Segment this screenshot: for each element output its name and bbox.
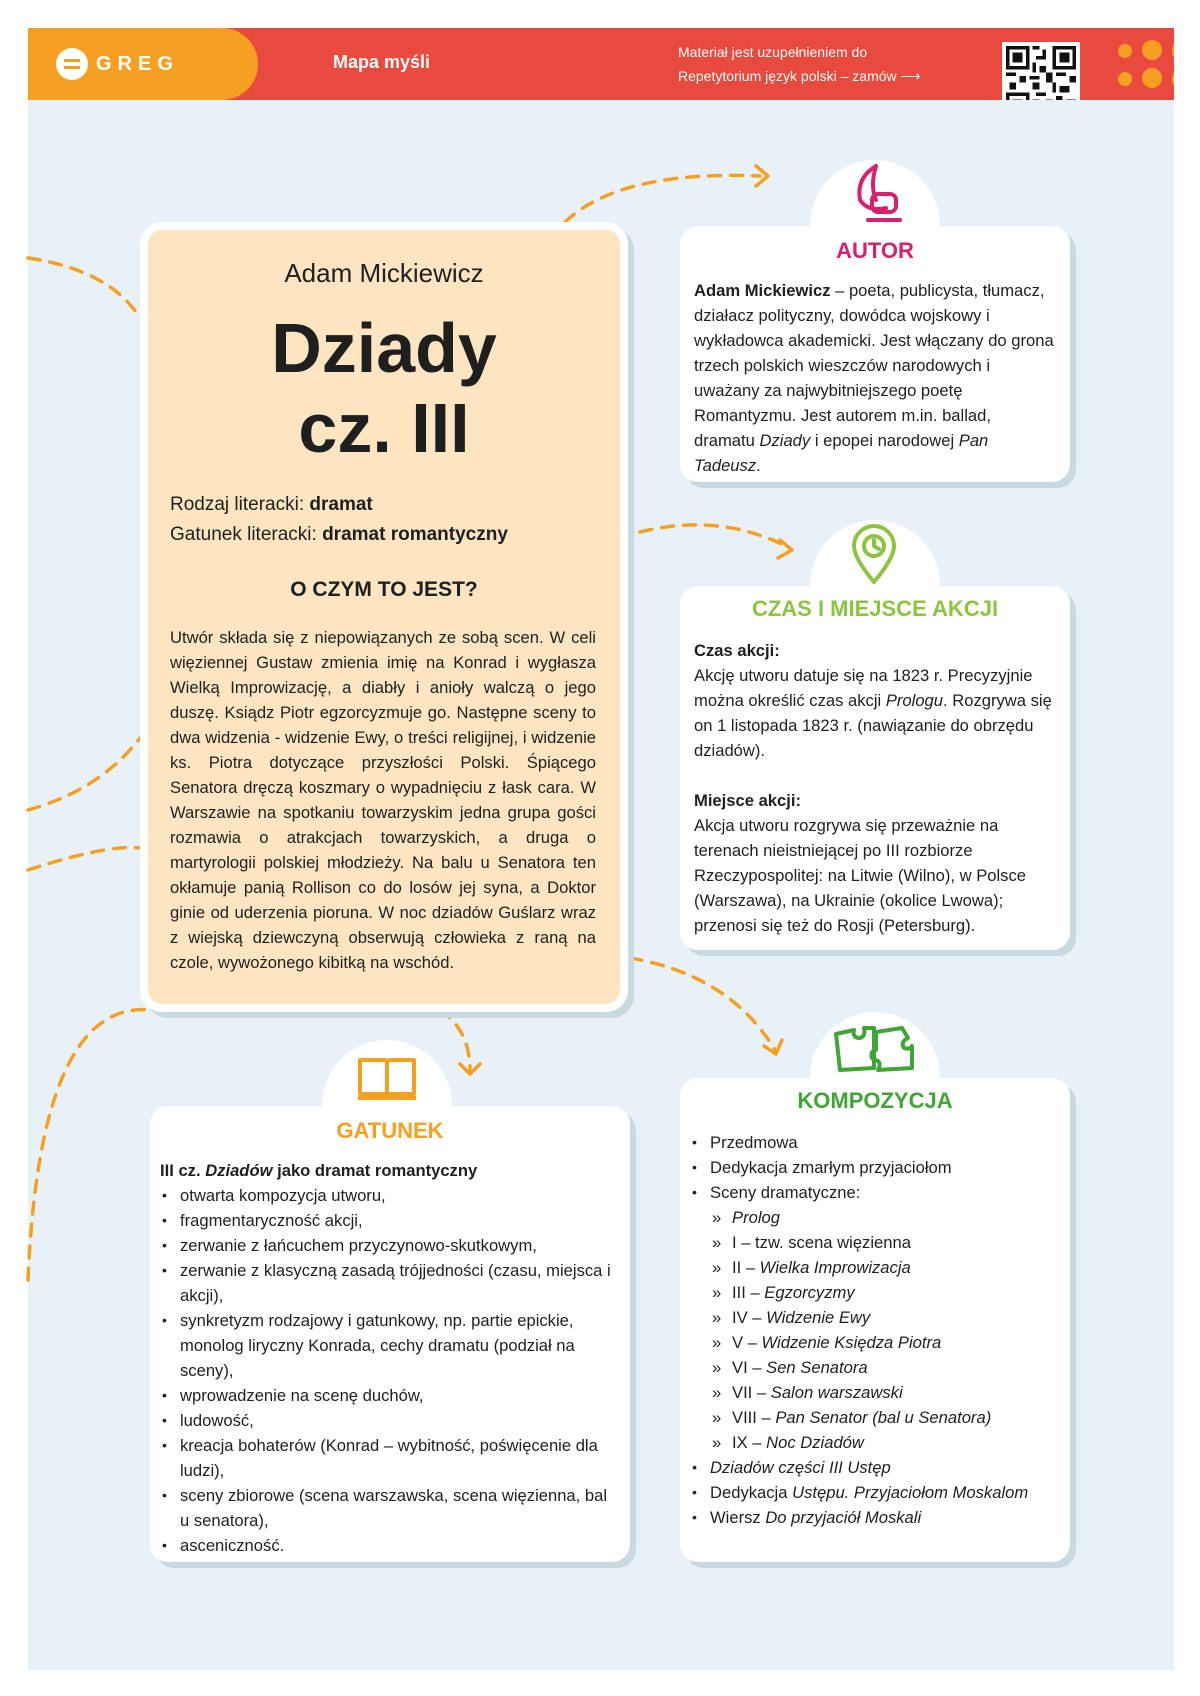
list-item: • Sceny dramatyczne: [690,1180,1054,1205]
list-item: • wprowadzenie na scenę duchów, [160,1383,614,1408]
scene-item [690,1305,1054,1330]
scene-item [690,1230,1054,1255]
logo-mark-icon [56,48,88,80]
literary-kind-value: dramat [309,494,373,515]
time-label: Czas akcji: [694,641,780,660]
autor-work-2: Pan Tadeusz [694,431,989,475]
work-title-line-2: cz. III [298,389,470,467]
gatunek-intro-1: III cz. [160,1161,206,1180]
order-note-line-1: Materiał jest uzupełnieniem do [678,44,868,60]
list-item: • zerwanie z łańcuchem przyczynowo-skutkowym, [160,1233,614,1258]
kompozycja-list [690,1130,1054,1205]
literary-genre-row [170,520,508,550]
kompozycja-heading: KOMPOZYCJA [797,1088,953,1113]
scene-number: V – [732,1333,762,1352]
title-card [140,222,628,1012]
puzzle-icon [832,1024,916,1076]
poem-title: Do przyjaciół Moskali [765,1508,922,1527]
autor-text [694,278,1054,478]
scene-title: Widzenie Ewy [766,1308,871,1327]
scene-title: Prolog [732,1208,780,1227]
location-clock-icon [848,524,900,586]
autor-text-3: . [756,456,761,475]
scene-title: Wielka Improwizacja [759,1258,911,1277]
quill-icon [846,160,906,226]
scene-title: Widzenie Księdza Piotra [761,1333,942,1352]
header-title: Mapa myśli [333,52,431,72]
scene-number: I – tzw. scena więzienna [732,1233,911,1252]
list-item: • asceniczność. [160,1533,614,1558]
list-item: • zerwanie z klasyczną zasadą trójjedności (czasu, miejsca i akcji), [160,1258,614,1308]
list-item: • sceny zbiorowe (scena warszawska, scena więzienna, bal u senatora), [160,1483,614,1533]
book-icon [356,1052,418,1100]
gatunek-heading: GATUNEK [336,1118,444,1143]
scene-item [690,1255,1054,1280]
scene-item [690,1280,1054,1305]
time-prolog: Prologu [885,691,944,710]
scene-title: Noc Dziadów [766,1433,864,1452]
scene-item [690,1430,1054,1455]
autor-name: Adam Mickiewicz [694,281,831,300]
gatunek-body [160,1158,614,1558]
work-title-line-1: Dziady [271,309,497,387]
scene-number: VII – [732,1383,771,1402]
time-text-2: . Rozgrywa się on 1 listopada 1823 r. (nawiązanie do obrzędu dziadów). [694,691,1052,760]
scenes-list [690,1205,1054,1455]
list-item: • synkretyzm rodzajowy i gatunkowy, np. partie epickie, monolog liryczny Konrada, cechy dramatu (podział na sceny), [160,1308,614,1383]
literary-kind-label: Rodzaj literacki: [170,494,305,515]
scene-number: VI – [732,1358,767,1377]
literary-kind-row [170,490,508,520]
time-text [694,663,1054,763]
scene-number: VIII – [732,1408,776,1427]
dedication-title: Ustępu. Przyjaciołom Moskalom [792,1483,1029,1502]
scene-number: II – [732,1258,760,1277]
gatunek-intro-3: jako dramat romantyczny [272,1161,478,1180]
dedication-prefix: Dedykacja [710,1483,793,1502]
list-item: • ludowość, [160,1408,614,1433]
list-item: • Dziadów części III Ustęp [690,1455,1054,1480]
list-item: • fragmentaryczność akcji, [160,1208,614,1233]
czas-text [694,638,1054,938]
order-note-line-2: Repetytorium język polski – zamów ⟶ [678,68,921,84]
scene-number: IV – [732,1308,767,1327]
work-title [148,308,620,468]
scene-item [690,1205,1054,1230]
genre-info [170,490,508,550]
scene-item [690,1405,1054,1430]
logo-text: GREG [96,52,179,75]
autor-work-1: Dziady [759,431,811,450]
scene-title: Salon warszawski [770,1383,903,1402]
gatunek-card [150,1106,630,1562]
scene-title: Pan Senator (bal u Senatora) [775,1408,992,1427]
scene-item [690,1355,1054,1380]
literary-genre-value: dramat romantyczny [322,524,508,545]
literary-genre-label: Gatunek literacki: [170,524,317,545]
gatunek-list [160,1183,614,1558]
scene-number: III – [732,1283,765,1302]
scene-title: Egzorcyzmy [764,1283,855,1302]
scene-number: IX – [732,1433,767,1452]
page-header [28,28,1174,100]
gatunek-intro [160,1158,614,1183]
kompozycja-card [680,1078,1070,1562]
kompozycja-body [690,1130,1054,1530]
autor-card [680,226,1070,482]
scene-title: Sen Senatora [766,1358,868,1377]
poem-prefix: Wiersz [710,1508,766,1527]
order-note[interactable] [678,40,921,88]
list-item: • otwarta kompozycja utworu, [160,1183,614,1208]
scene-item [690,1330,1054,1355]
time-text-1: Akcję utworu datuje się na 1823 r. Precyzyjnie można określić czas akcji [694,666,1033,710]
greg-logo[interactable] [56,48,179,80]
czas-heading: CZAS I MIEJSCE AKCJI [751,596,999,621]
list-item [690,1480,1054,1505]
author-name: Adam Mickiewicz [284,258,484,288]
scene-item [690,1380,1054,1405]
list-item: • Dedykacja zmarłym przyjaciołom [690,1155,1054,1180]
list-item: • kreacja bohaterów (Konrad – wybitność, poświęcenie dla ludzi), [160,1433,614,1483]
decorative-dots [1118,36,1174,96]
list-item: • Przedmowa [690,1130,1054,1155]
autor-heading: AUTOR [836,238,914,263]
place-label: Miejsce akcji: [694,791,802,810]
gatunek-intro-2: Dziadów [205,1161,273,1180]
czas-card [680,586,1070,950]
about-heading: O CZYM TO JEST? [290,578,478,601]
place-text: Akcja utworu rozgrywa się przeważnie na terenach nieistniejącej po III rozbiorze Rzeczypospolitej: na Litwie (Wilno), w Polsce (Warszawa), na Ukrainie (okolice Lwowa); przenosi się też do Rosji (Petersburg). [694,816,1026,935]
about-text: Utwór składa się z niepowiązanych ze sobą scen. W celi więziennej Gustaw zmienia imię na Konrad i wygłasza Wielką Improwizację, a diabły i anioły walczą o jego duszę. Ksiądz Piotr egzorcyzmuje go. Następne sceny to dwa widzenia - widzenie Ewy, o treści religijnej, i widzenie ks. Piotra dotyczące przyszłości Polski. Śpiącego Senatora dręczą koszmary o wypadnięciu z łask cara. W Warszawie na spotkaniu towarzyskim jedna grupa gości rozmawia o atrakcjach towarzyskich, a druga o martyrologii polskiej młodzieży. Na balu u Senatora ten okłamuje panią Rollison co do losów jej syna, a Doktor ginie od uderzenia pioruna. W noc dziadów Guślarz wraz z wiejską dziewczyną obserwują człowieka z raną na czole, wywożonego kibitką na wschód. [170,628,596,972]
list-item [690,1505,1054,1530]
qr-code-icon[interactable] [1002,42,1080,100]
kompozycja-list-end [690,1455,1054,1530]
autor-text-1: – poeta, publicysta, tłumacz, działacz polityczny, dowódca wojskowy i wykładowca akademicki. Jest włączany do grona trzech polskich wieszczów narodowych i uważany za najwybitniejszego poetę Romantyzmu. Jest autorem m.in. ballad, dramatu [694,281,1054,450]
autor-text-2: i epopei narodowej [810,431,959,450]
